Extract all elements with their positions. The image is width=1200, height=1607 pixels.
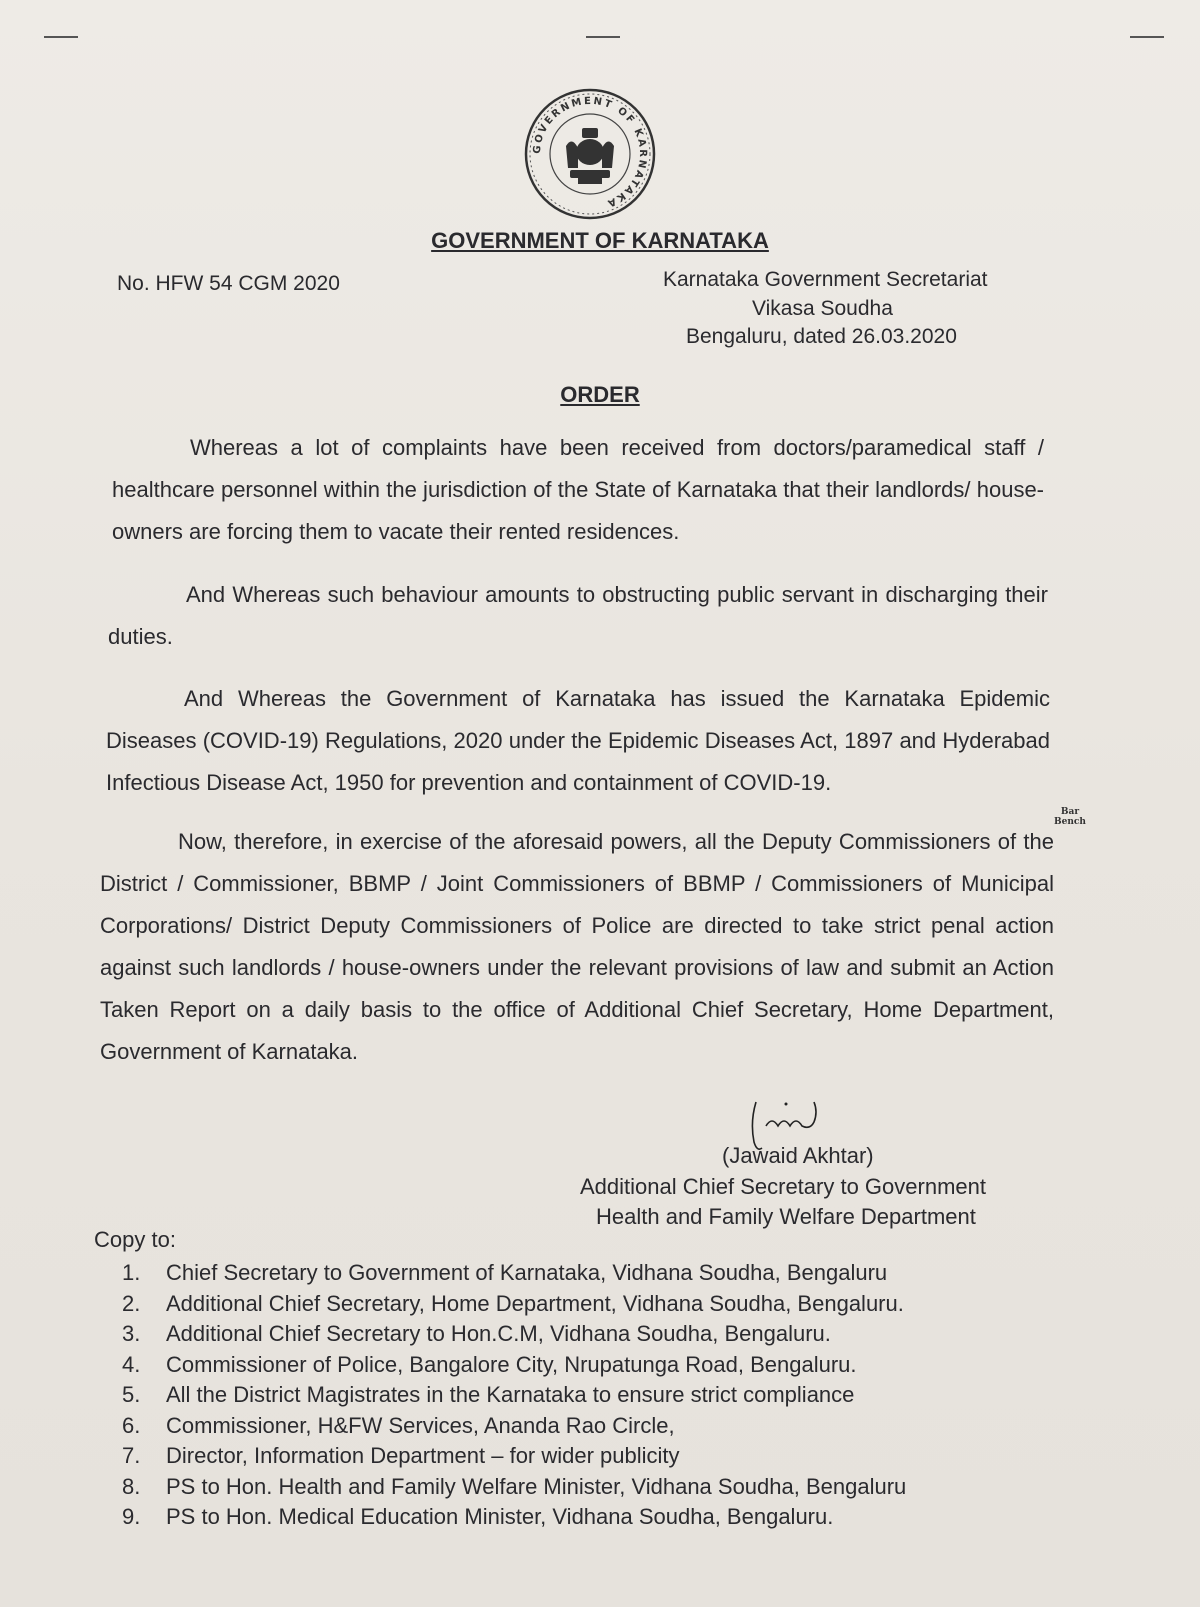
- copy-to-list: [122, 1258, 906, 1533]
- signatory-designation: Additional Chief Secretary to Government: [580, 1174, 986, 1199]
- signatory-name: (Jawaid Akhtar): [722, 1143, 874, 1168]
- list-item: 7. Director, Information Department – for wider publicity: [122, 1443, 680, 1468]
- list-item: 5. All the District Magistrates in the Karnataka to ensure strict compliance: [122, 1382, 855, 1407]
- address-date-line: Bengaluru, dated 26.03.2020: [686, 325, 957, 348]
- list-item: 6. Commissioner, H&FW Services, Ananda Rao Circle,: [122, 1412, 675, 1438]
- order-paragraph-3: And Whereas the Government of Karnataka has issued the Karnataka Epidemic Diseases (COVID-19) Regulations, 2020 under the Epidemic Diseases Act, 1897 and Hyderabad Infectious Disease Act, 1950 for prevention and containment of COVID-19.: [106, 686, 1050, 795]
- list-item: 1. Chief Secretary to Government of Karnataka, Vidhana Soudha, Bengaluru: [122, 1260, 888, 1285]
- order-paragraph-1: Whereas a lot of complaints have been received from doctors/paramedical staff / healthcare personnel within the jurisdiction of the State of Karnataka that their landlords/ house-owners are forcing them to vacate their rented residences.: [112, 435, 1044, 544]
- copy-to-label: Copy to:: [94, 1227, 176, 1252]
- list-item: 2. Additional Chief Secretary, Home Department, Vidhana Soudha, Bengaluru.: [122, 1290, 904, 1316]
- order-paragraph-2: And Whereas such behaviour amounts to obstructing public servant in discharging their duties.: [108, 582, 1048, 649]
- reference-number: No. HFW 54 CGM 2020: [117, 272, 340, 295]
- list-item: 9. PS to Hon. Medical Education Minister, Vidhana Soudha, Bengaluru.: [122, 1504, 834, 1529]
- signatory-department: Health and Family Welfare Department: [596, 1204, 976, 1229]
- list-item: 3. Additional Chief Secretary to Hon.C.M, Vidhana Soudha, Bengaluru.: [122, 1321, 831, 1346]
- government-title: GOVERNMENT OF KARNATAKA: [431, 228, 769, 253]
- address-line-1: Karnataka Government Secretariat: [663, 268, 988, 291]
- government-seal-icon: [522, 86, 658, 222]
- order-paragraph-4: Now, therefore, in exercise of the aforesaid powers, all the Deputy Commissioners of the District / Commissioner, BBMP / Joint Commissioners of BBMP / Commissioners of Municipal Corporations/ District Deputy Commissioners of Police are directed to take strict penal action against such landlords / house-owners under the relevant provisions of law and submit an Action Taken Report on a daily basis to the office of Additional Chief Secretary, Home Department, Government of Karnataka.: [100, 829, 1054, 1064]
- bar-and-bench-watermark: Bar Bench: [1054, 807, 1086, 827]
- scan-mark: [44, 36, 78, 38]
- scan-mark: [1130, 36, 1164, 38]
- svg-text:GOVERNMENT OF KARNATAKA: GOVERNMENT OF KARNATAKA: [531, 95, 649, 210]
- list-item: 4. Commissioner of Police, Bangalore City, Nrupatunga Road, Bengaluru.: [122, 1351, 857, 1377]
- list-item: 8. PS to Hon. Health and Family Welfare Minister, Vidhana Soudha, Bengaluru: [122, 1473, 907, 1499]
- scan-mark: [586, 36, 620, 38]
- address-line-2: Vikasa Soudha: [752, 297, 893, 320]
- order-title: ORDER: [560, 382, 640, 407]
